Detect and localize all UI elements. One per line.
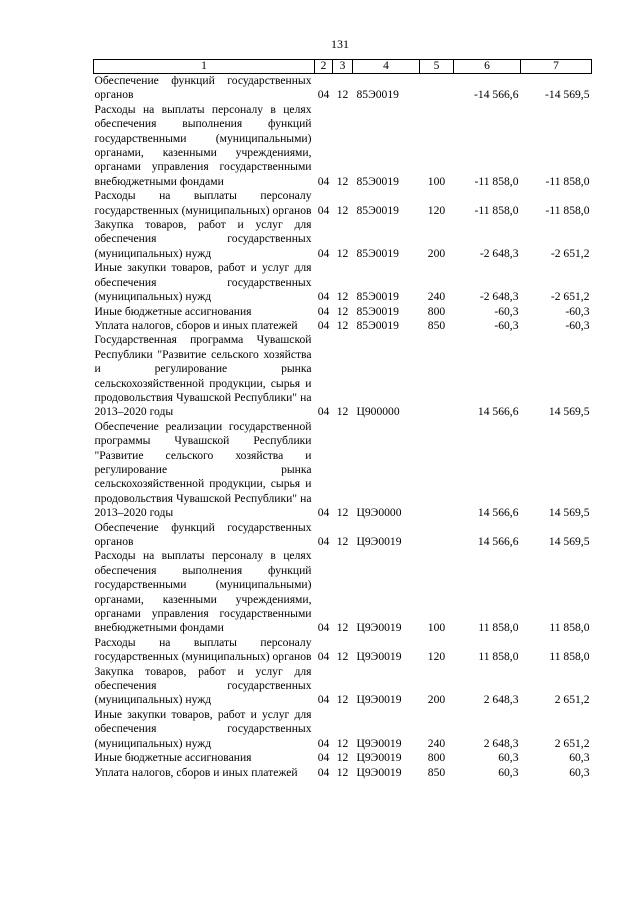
table-row	[94, 218, 592, 261]
target-article-cell: Ц9Э0019	[356, 621, 402, 635]
expense-type-cell: 200	[427, 246, 446, 260]
section-cell: 04	[317, 246, 330, 260]
expense-type-cell: 800	[427, 304, 446, 318]
section-cell: 04	[317, 765, 330, 779]
row-name-cell: Иные бюджетные ассигнования	[94, 751, 252, 765]
table-row	[94, 74, 592, 103]
section-cell: 04	[317, 318, 330, 332]
row-name-cell: Обеспечение функций государственных органов	[94, 520, 312, 548]
amount-year2-cell: 14 569,5	[548, 405, 590, 419]
row-name-cell: Закупка товаров, работ и услуг для обеспечения государственных (муниципальных) нужд	[94, 218, 312, 260]
amount-year1-cell: -2 648,3	[479, 246, 519, 260]
table-row	[94, 103, 592, 189]
section-cell: 04	[317, 621, 330, 635]
expense-type-cell: 200	[427, 693, 446, 707]
subsection-cell: 12	[336, 693, 349, 707]
subsection-cell: 12	[336, 751, 349, 765]
row-name-cell: Уплата налогов, сборов и иных платежей	[94, 318, 298, 332]
amount-year1-cell: -2 648,3	[479, 290, 519, 304]
amount-year2-cell: -14 569,5	[545, 88, 590, 102]
target-article-cell: 85Э0019	[356, 203, 399, 217]
amount-year2-cell: -60,3	[565, 304, 590, 318]
amount-year1-cell: -14 566,6	[474, 88, 519, 102]
row-name-cell: Уплата налогов, сборов и иных платежей	[94, 765, 298, 779]
row-name-cell: Государственная программа Чувашской Республики "Развитие сельского хозяйства и регулирование рынка сельскохозяйственной продукции, сырья и продовольствия Чувашской Республики" на 2013–2020 годы	[94, 333, 312, 419]
subsection-cell: 12	[336, 535, 349, 548]
page-number: 131	[331, 37, 349, 51]
table-row	[94, 636, 592, 665]
expense-type-cell: 240	[427, 290, 446, 304]
section-cell: 04	[317, 174, 330, 188]
expense-type-cell: 850	[427, 765, 446, 779]
section-cell: 04	[317, 751, 330, 765]
column-header-7: 7	[521, 60, 592, 74]
amount-year2-cell: 60,3	[569, 751, 590, 765]
amount-year1-cell: 14 566,6	[477, 535, 519, 548]
expense-type-cell	[420, 420, 454, 521]
subsection-cell: 12	[336, 736, 349, 750]
table-row	[94, 420, 592, 521]
expense-type-cell	[420, 74, 454, 103]
section-cell: 04	[317, 290, 330, 304]
section-cell: 04	[317, 88, 330, 102]
subsection-cell: 12	[336, 174, 349, 188]
amount-year2-cell: 60,3	[569, 765, 590, 779]
amount-year2-cell: 14 569,5	[548, 506, 590, 520]
section-cell: 04	[317, 535, 330, 548]
subsection-cell: 12	[336, 405, 349, 419]
target-article-cell: Ц9Э0019	[356, 650, 402, 664]
amount-year1-cell: -60,3	[494, 318, 519, 332]
column-header-1: 1	[94, 60, 315, 74]
column-header-2: 2	[315, 60, 333, 74]
row-name-cell: Обеспечение реализации государственной программы Чувашской Республики "Развитие сельского хозяйства и регулирование рынка сельскохозяйственной продукции, сырья и продовольствия Чувашской Республики" на 2013–2020 годы	[94, 419, 312, 520]
target-article-cell: Ц900000	[356, 405, 400, 419]
amount-year2-cell: 11 858,0	[549, 650, 590, 664]
subsection-cell: 12	[336, 506, 349, 520]
expense-type-cell	[420, 521, 454, 550]
target-article-cell: 85Э0019	[356, 88, 399, 102]
target-article-cell: Ц9Э0019	[356, 736, 402, 750]
target-article-cell: Ц9Э0019	[356, 535, 402, 548]
column-header-3: 3	[333, 60, 353, 74]
target-article-cell: Ц9Э0019	[356, 765, 402, 779]
target-article-cell: 85Э0019	[356, 290, 399, 304]
expense-type-cell: 800	[427, 751, 446, 765]
row-name-cell: Расходы на выплаты персоналу в целях обеспечения выполнения функций государственными (муниципальными) органами, казенными учреждениями, органами управления государственными внебюджетными фондами	[94, 549, 312, 635]
table-header-row	[94, 60, 592, 74]
amount-year2-cell: -2 651,2	[550, 290, 590, 304]
subsection-cell: 12	[336, 290, 349, 304]
amount-year1-cell: -60,3	[494, 304, 519, 318]
section-cell: 04	[317, 736, 330, 750]
row-name-cell: Иные бюджетные ассигнования	[94, 304, 252, 318]
table-body	[94, 74, 592, 780]
amount-year1-cell: 14 566,6	[477, 405, 519, 419]
target-article-cell: Ц9Э0019	[356, 693, 402, 707]
section-cell: 04	[317, 304, 330, 318]
table-row	[94, 261, 592, 304]
subsection-cell: 12	[336, 88, 349, 102]
amount-year1-cell: 60,3	[498, 751, 519, 765]
subsection-cell: 12	[336, 304, 349, 318]
amount-year2-cell: 14 569,5	[548, 535, 590, 548]
subsection-cell: 12	[336, 765, 349, 779]
amount-year2-cell: 2 651,2	[554, 736, 590, 750]
table-row	[94, 305, 592, 319]
amount-year2-cell: 11 858,0	[549, 621, 590, 635]
subsection-cell: 12	[336, 318, 349, 332]
row-name-cell: Закупка товаров, работ и услуг для обеспечения государственных (муниципальных) нужд	[94, 664, 312, 707]
table-row	[94, 708, 592, 751]
expense-type-cell: 850	[427, 318, 446, 332]
table-row	[94, 521, 592, 550]
target-article-cell: Ц9Э0000	[356, 506, 402, 520]
amount-year1-cell: 11 858,0	[478, 621, 519, 635]
amount-year2-cell: -60,3	[565, 318, 590, 332]
target-article-cell: 85Э0019	[356, 174, 399, 188]
table-row	[94, 189, 592, 218]
row-name-cell: Обеспечение функций государственных органов	[94, 74, 312, 102]
row-name-cell: Расходы на выплаты персоналу в целях обеспечения выполнения функций государственными (муниципальными) органами, казенными учреждениями, органами управления государственными внебюджетными фондами	[94, 102, 312, 188]
target-article-cell: Ц9Э0019	[356, 751, 402, 765]
table-row	[94, 751, 592, 765]
budget-table	[93, 59, 592, 780]
column-header-4: 4	[353, 60, 420, 74]
section-cell: 04	[317, 506, 330, 520]
row-name-cell: Иные закупки товаров, работ и услуг для обеспечения государственных (муниципальных) нужд	[94, 261, 312, 304]
section-cell: 04	[317, 650, 330, 664]
subsection-cell: 12	[336, 621, 349, 635]
subsection-cell: 12	[336, 650, 349, 664]
expense-type-cell: 240	[427, 736, 446, 750]
amount-year2-cell: 2 651,2	[554, 693, 590, 707]
expense-type-cell	[420, 333, 454, 419]
section-cell: 04	[317, 203, 330, 217]
target-article-cell: 85Э0019	[356, 318, 399, 332]
table-row	[94, 665, 592, 708]
target-article-cell: 85Э0019	[356, 246, 399, 260]
amount-year1-cell: 2 648,3	[483, 736, 519, 750]
expense-type-cell: 120	[427, 203, 446, 217]
table-row	[94, 333, 592, 419]
target-article-cell: 85Э0019	[356, 304, 399, 318]
row-name-cell: Расходы на выплаты персоналу государственных (муниципальных) органов	[94, 189, 312, 217]
amount-year1-cell: -11 858,0	[474, 203, 519, 217]
expense-type-cell: 120	[427, 650, 446, 664]
expense-type-cell: 100	[427, 174, 446, 188]
column-header-6: 6	[454, 60, 521, 74]
expense-type-cell: 100	[427, 621, 446, 635]
amount-year2-cell: -2 651,2	[550, 246, 590, 260]
row-name-cell: Иные закупки товаров, работ и услуг для обеспечения государственных (муниципальных) нужд	[94, 707, 312, 750]
table-row	[94, 549, 592, 635]
amount-year1-cell: -11 858,0	[474, 174, 519, 188]
table-row	[94, 766, 592, 780]
section-cell: 04	[317, 693, 330, 707]
table-row	[94, 319, 592, 333]
subsection-cell: 12	[336, 246, 349, 260]
amount-year2-cell: -11 858,0	[545, 203, 590, 217]
subsection-cell: 12	[336, 203, 349, 217]
amount-year1-cell: 14 566,6	[477, 506, 519, 520]
amount-year1-cell: 2 648,3	[483, 693, 519, 707]
amount-year1-cell: 60,3	[498, 765, 519, 779]
budget-table-container	[93, 59, 591, 780]
section-cell: 04	[317, 405, 330, 419]
amount-year1-cell: 11 858,0	[478, 650, 519, 664]
row-name-cell: Расходы на выплаты персоналу государственных (муниципальных) органов	[94, 635, 312, 664]
amount-year2-cell: -11 858,0	[545, 174, 590, 188]
column-header-5: 5	[420, 60, 454, 74]
